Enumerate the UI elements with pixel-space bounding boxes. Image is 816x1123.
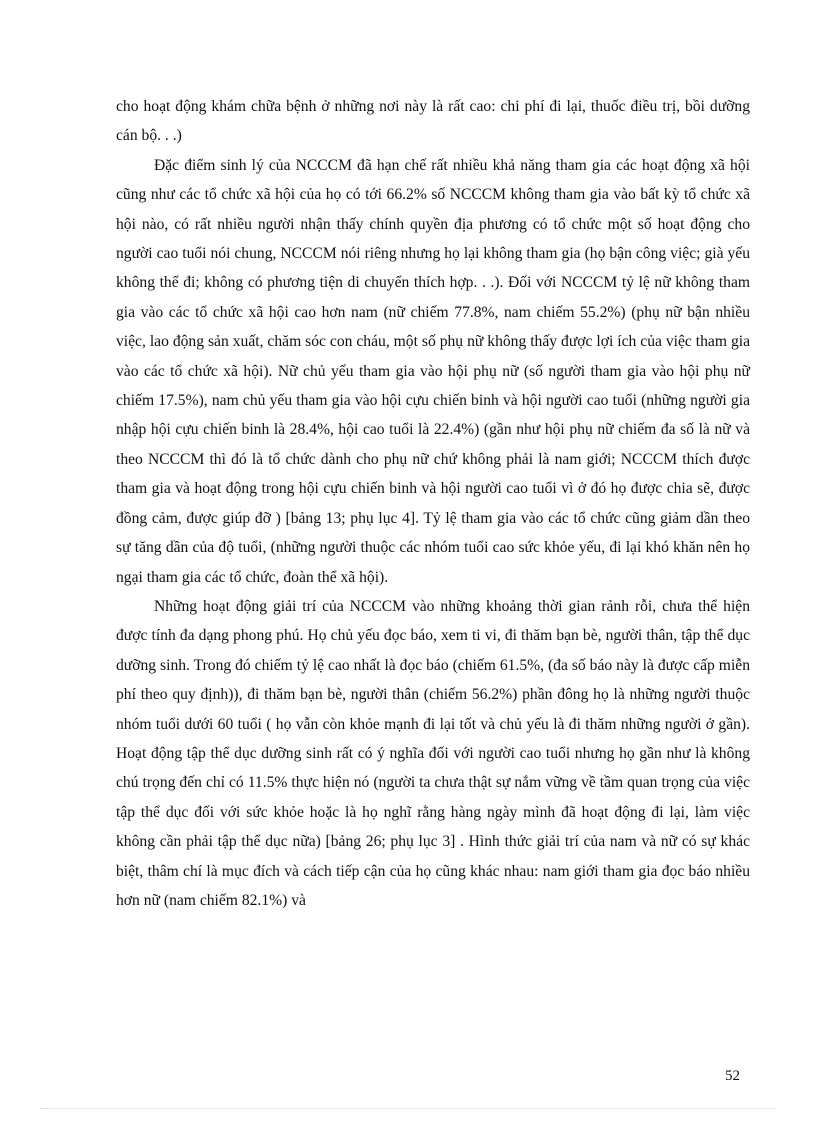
body-text [116,92,750,915]
paragraph-social-participation: Đặc điểm sinh lý của NCCCM đã hạn chế rất nhiều khả năng tham gia các hoạt động xã hội cũng như các tổ chức xã hội của họ có tới 66.2% số NCCCM không tham gia vào bất kỳ tổ chức xã hội nào, có rất nhiều người nhận thấy chính quyền địa phương có tổ chức một số hoạt động cho người cao tuổi nói chung, NCCCM nói riêng nhưng họ lại không tham gia (họ bận công việc; già yếu không thể đi; không có phương tiện di chuyển thích hợp. . .). Đối với NCCCM tỷ lệ nữ không tham gia vào các tổ chức xã hội cao hơn nam (nữ chiếm 77.8%, nam chiếm 55.2%) (phụ nữ bận nhiều việc, lao động sản xuất, chăm sóc con cháu, một số phụ nữ không thấy được lợi ích của việc tham gia vào các tổ chức xã hội). Nữ chủ yếu tham gia vào hội phụ nữ (số người tham gia vào hội phụ nữ chiếm 17.5%), nam chủ yếu tham gia vào hội cựu chiến binh và hội người cao tuổi (những người gia nhập hội cựu chiến binh là 28.4%, hội cao tuổi là 22.4%) (gần như hội phụ nữ chiếm đa số là nữ và theo NCCCM thì đó là tổ chức dành cho phụ nữ chứ không phải là nam giới; NCCCM thích được tham gia và hoạt động trong hội cựu chiến binh và hội người cao tuổi vì ở đó họ được chia sẽ, được đồng cảm, được giúp đỡ ) [bảng 13; phụ lục 4]. Tỷ lệ tham gia vào các tổ chức cũng giảm dần theo sự tăng dần của độ tuổi, (những người thuộc các nhóm tuổi cao sức khỏe yếu, đi lại khó khăn nên họ ngại tham gia các tổ chức, đoàn thể xã hội). [116,156,750,586]
bottom-divider [40,1108,776,1109]
paragraph-leisure-activities: Những hoạt động giải trí của NCCCM vào những khoảng thời gian rảnh rỗi, chưa thể hiện được tính đa dạng phong phú. Họ chủ yếu đọc báo, xem ti vi, đi thăm bạn bè, người thân, tập thể dục dưỡng sinh. Trong đó chiếm tỷ lệ cao nhất là đọc báo (chiếm 61.5%, (đa số báo này là được cấp miễn phí theo quy định)), đi thăm bạn bè, người thân (chiếm 56.2%) phần đông họ là những người thuộc nhóm tuổi dưới 60 tuổi ( họ vẫn còn khỏe mạnh đi lại tốt và chủ yếu là đi thăm những người ở gần). Hoạt động tập thể dục dưỡng sinh rất có ý nghĩa đối với người cao tuổi nhưng họ gần như là không chú trọng đến chỉ có 11.5% thực hiện nó (người ta chưa thật sự nắm vững về tầm quan trọng của việc tập thể dục đối với sức khỏe hoặc là họ nghĩ rằng hàng ngày mình đã hoạt động đi lại, làm việc không cần phải tập thể dục nữa) [bảng 26; phụ lục 3] . Hình thức giải trí của nam và nữ có sự khác biệt, thâm chí là mục đích và cách tiếp cận của họ cũng khác nhau: nam giới tham gia đọc báo nhiều hơn nữ (nam chiếm 82.1%) và [116,597,750,909]
paragraph-continuation: cho hoạt động khám chữa bệnh ở những nơi này là rất cao: chi phí đi lại, thuốc điều trị, bồi dưỡng cán bộ. . .) [116,98,750,145]
page-number: 52 [725,1068,740,1084]
